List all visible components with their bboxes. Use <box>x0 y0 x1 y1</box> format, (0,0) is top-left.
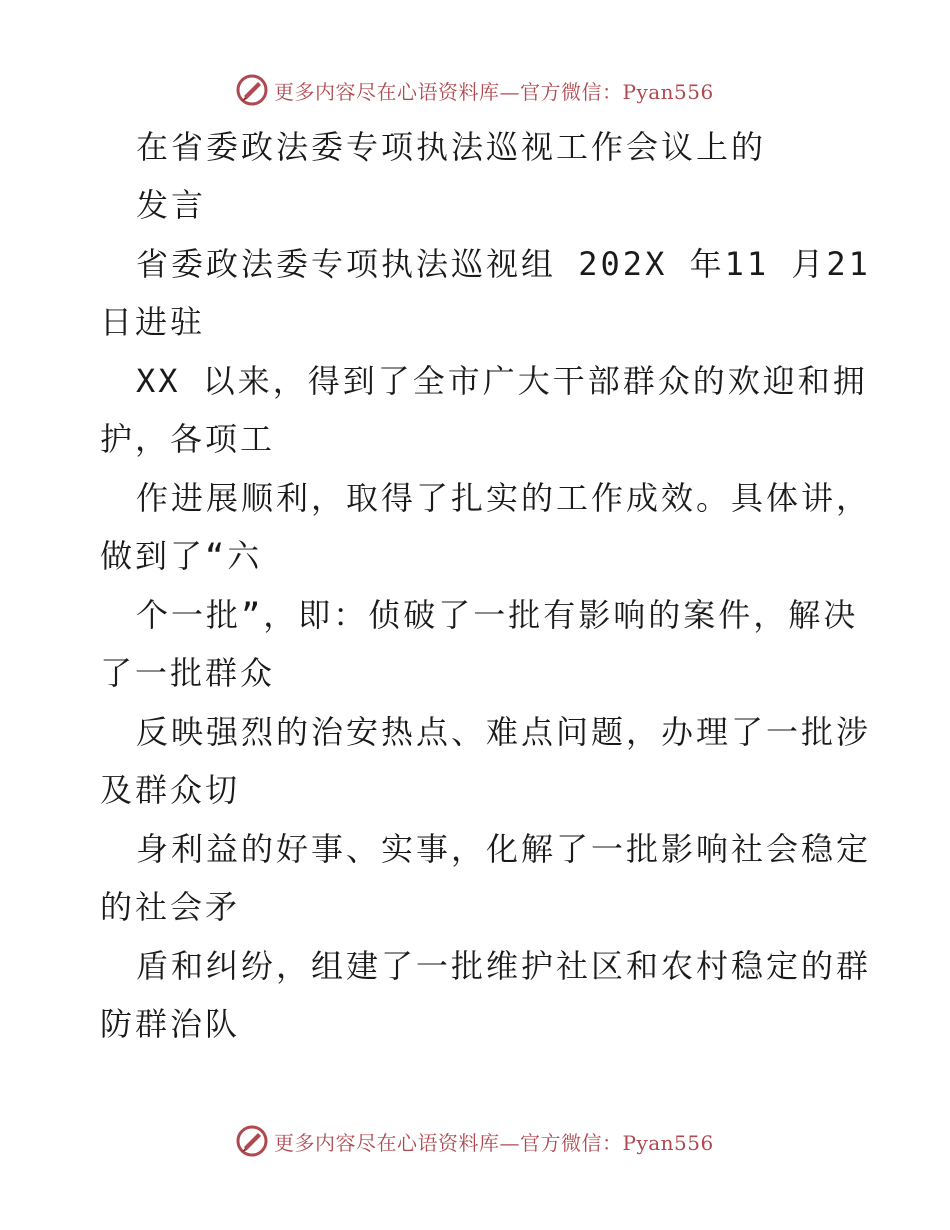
text-line: 作进展顺利，取得了扎实的工作成效。具体讲， <box>136 479 872 517</box>
text-line: 了一批群众 <box>100 654 276 692</box>
pen-logo-icon <box>234 1123 270 1159</box>
text-line: 防群治队 <box>100 1005 241 1043</box>
text-line: XX 以来，得到了全市广大干部群众的欢迎和拥 <box>136 362 868 400</box>
header-banner-text: 更多内容尽在心语资料库—官方微信：Pyan556 <box>274 79 714 104</box>
text-line: 护，各项工 <box>100 420 276 458</box>
text-line: 发言 <box>136 186 207 224</box>
header-banner <box>0 70 950 110</box>
text-line: 的社会矛 <box>100 888 241 926</box>
text-line: 及群众切 <box>100 771 241 809</box>
text-line: 在省委政法委专项执法巡视工作会议上的 <box>136 128 767 166</box>
text-line: 盾和纠纷，组建了一批维护社区和农村稳定的群 <box>136 947 872 985</box>
footer-banner-text: 更多内容尽在心语资料库—官方微信：Pyan556 <box>274 1130 714 1155</box>
text-line: 日进驻 <box>100 303 206 341</box>
pen-logo-icon <box>234 72 270 108</box>
text-line: 个一批”，即：侦破了一批有影响的案件，解决 <box>136 596 859 634</box>
text-line: 省委政法委专项执法巡视组 202X 年11 月21 <box>136 245 871 283</box>
text-line: 身利益的好事、实事，化解了一批影响社会稳定 <box>136 830 872 868</box>
footer-banner <box>0 1121 950 1161</box>
text-line: 反映强烈的治安热点、难点问题，办理了一批涉 <box>136 713 872 751</box>
text-line: 做到了“六 <box>100 537 263 575</box>
